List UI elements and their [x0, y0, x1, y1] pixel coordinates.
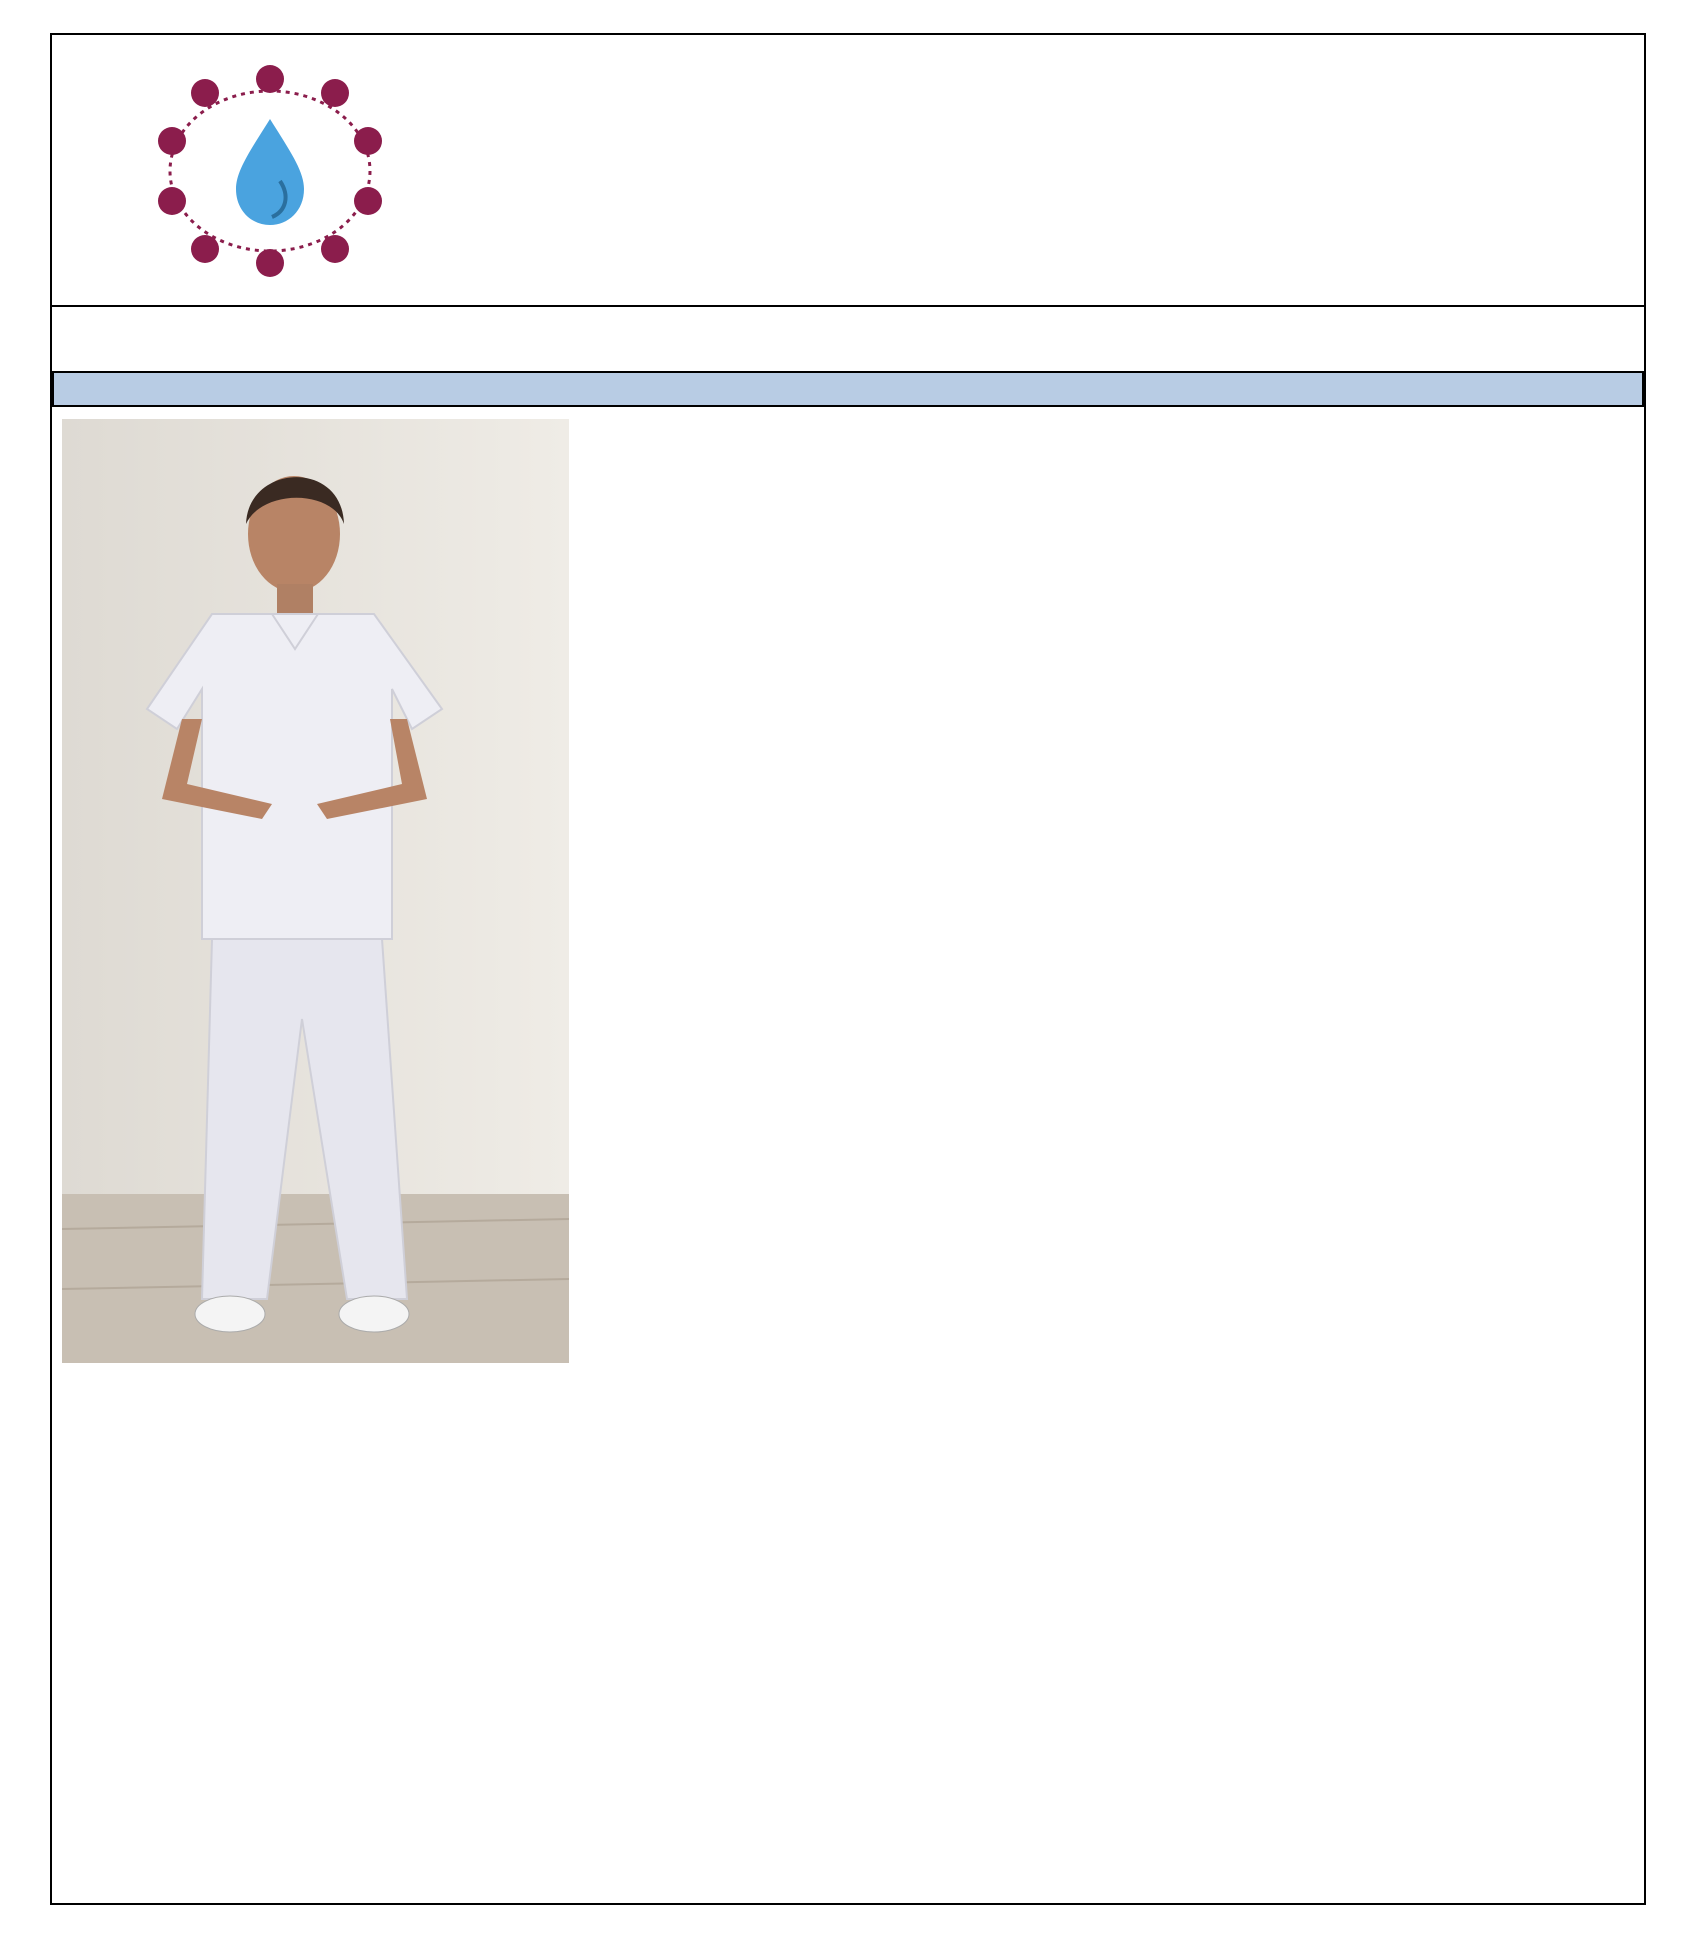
logo-ring-icon	[140, 61, 400, 281]
cv-sheet	[50, 33, 1646, 1905]
qualification-title	[52, 371, 1644, 407]
logo-header	[52, 35, 1644, 307]
applicant-photo	[62, 419, 569, 1363]
worker-name-row	[52, 307, 1644, 371]
